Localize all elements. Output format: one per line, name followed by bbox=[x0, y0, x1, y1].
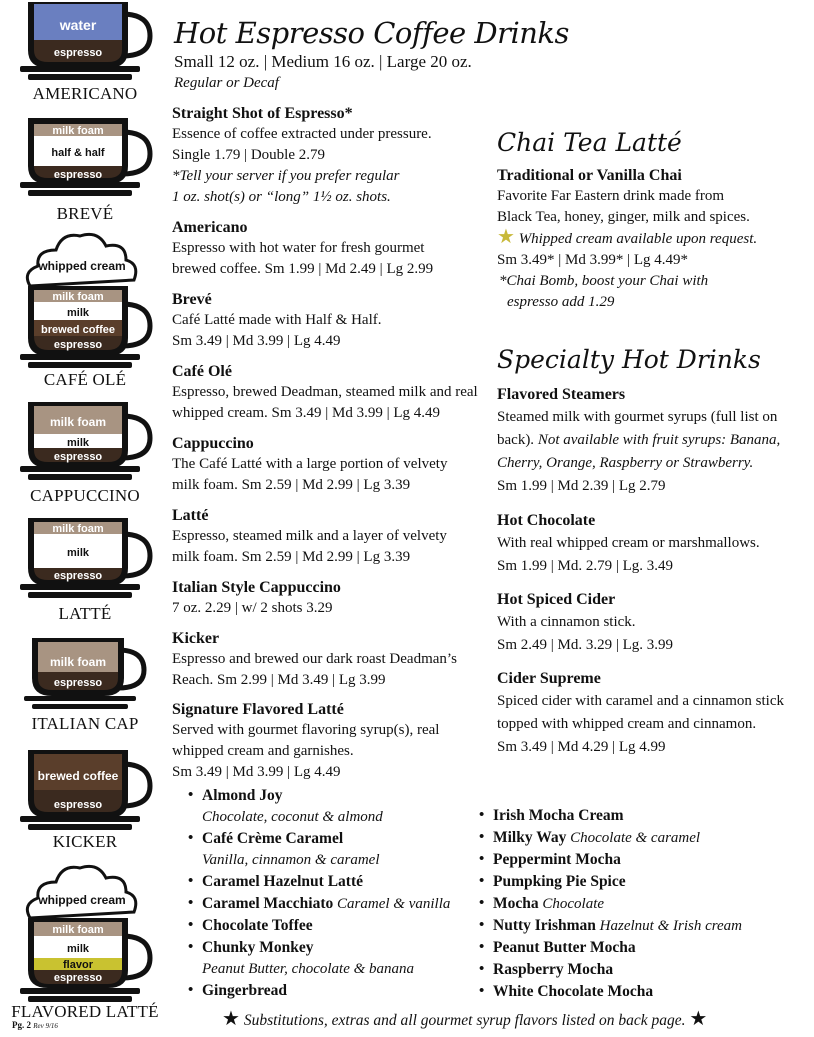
menu-item bbox=[172, 217, 433, 280]
flavor-name: Mocha bbox=[493, 895, 539, 912]
item-desc: whipped cream and garnishes. bbox=[172, 743, 354, 759]
item-desc: The Café Latté with a large portion of velvety bbox=[172, 456, 448, 472]
star-icon: ★ bbox=[497, 226, 515, 248]
menu-item bbox=[172, 103, 432, 208]
item-price: Sm 1.99 | Md. 2.79 | Lg. 3.49 bbox=[497, 558, 674, 574]
flavor-item bbox=[479, 959, 742, 981]
cup-layer-label: espresso bbox=[53, 451, 103, 463]
item-desc: milk foam. Sm 2.59 | Md 2.99 | Lg 3.39 bbox=[172, 477, 411, 493]
cup-layer-label: whipped cream bbox=[38, 259, 126, 273]
item-desc: Espresso with hot water for fresh gourmet bbox=[172, 240, 425, 256]
size-info: Small 12 oz. | Medium 16 oz. | Large 20 oz. bbox=[174, 52, 472, 71]
menu-item bbox=[172, 361, 478, 424]
flavor-item bbox=[479, 981, 742, 1003]
cup-name: ITALIAN CAP bbox=[31, 714, 139, 733]
item-name: Signature Flavored Latté bbox=[172, 701, 344, 718]
flavor-name: Almond Joy bbox=[202, 787, 283, 804]
cup-name: CAPPUCCINO bbox=[30, 486, 140, 505]
flavor-item bbox=[479, 805, 742, 827]
flavor-item bbox=[479, 827, 742, 849]
flavor-desc: Caramel & vanilla bbox=[337, 896, 451, 912]
item-desc: Steamed milk with gourmet syrups (full list on bbox=[497, 409, 778, 425]
flavor-list-right bbox=[479, 805, 742, 1003]
cup-layer-label: milk bbox=[66, 547, 90, 559]
specialty-item bbox=[497, 509, 760, 578]
item-desc: Espresso and brewed our dark roast Deadman’s bbox=[172, 651, 457, 667]
cup-layer-label: brewed coffee bbox=[41, 324, 115, 336]
cup-layer-label: milk bbox=[66, 943, 90, 955]
flavor-name: Gingerbread bbox=[202, 982, 287, 999]
cup-layer-label: half & half bbox=[51, 147, 105, 159]
flavor-list-left bbox=[188, 785, 450, 1002]
item-desc-line bbox=[497, 429, 780, 452]
page-number bbox=[12, 1020, 58, 1030]
cup-layer-label: whipped cream bbox=[38, 893, 126, 907]
item-name: Americano bbox=[172, 219, 248, 236]
flavor-name: Pumpking Pie Spice bbox=[493, 873, 626, 890]
cup-layer-label: brewed coffee bbox=[37, 769, 119, 783]
item-desc: Espresso, brewed Deadman, steamed milk and real bbox=[172, 384, 478, 400]
page-title: Hot Espresso Coffee Drinks bbox=[174, 16, 569, 50]
item-name: Flavored Steamers bbox=[497, 386, 626, 403]
flavor-name: Peppermint Mocha bbox=[493, 851, 621, 868]
menu-item bbox=[172, 433, 447, 496]
star-icon: ★ bbox=[689, 1008, 708, 1030]
cup-layer-label: milk foam bbox=[49, 655, 107, 669]
cup-breve bbox=[18, 118, 158, 198]
cup-layer-label: milk bbox=[66, 307, 90, 319]
item-price: Sm 3.49 | Md 4.29 | Lg 4.99 bbox=[497, 739, 666, 755]
flavor-item bbox=[479, 915, 742, 937]
specialty-item bbox=[497, 667, 784, 759]
specialty-item bbox=[497, 383, 780, 498]
item-price: Sm 3.49 | Md 3.99 | Lg 4.49 bbox=[172, 333, 341, 349]
flavor-item bbox=[479, 871, 742, 893]
item-desc: milk foam. Sm 2.59 | Md 2.99 | Lg 3.39 bbox=[172, 549, 411, 565]
cup-layer-label: espresso bbox=[53, 47, 103, 59]
cup-kicker bbox=[18, 750, 158, 832]
item-note: espresso add 1.29 bbox=[507, 294, 615, 310]
cup-layer-label: espresso bbox=[53, 677, 103, 689]
flavor-name: Milky Way bbox=[493, 829, 567, 846]
flavor-desc: Vanilla, cinnamon & caramel bbox=[202, 852, 380, 868]
cup-layer-label: milk bbox=[66, 437, 90, 449]
item-note: *Chai Bomb, boost your Chai with bbox=[499, 273, 709, 289]
flavor-name: Caramel Hazelnut Latté bbox=[202, 873, 363, 890]
item-desc: Served with gourmet flavoring syrup(s), real bbox=[172, 722, 440, 738]
item-desc: topped with whipped cream and cinnamon. bbox=[497, 716, 757, 732]
item-desc: whipped cream. Sm 3.49 | Md 3.99 | Lg 4.49 bbox=[172, 405, 441, 421]
chai-section-title: Chai Tea Latté bbox=[497, 128, 682, 157]
flavor-name: Irish Mocha Cream bbox=[493, 807, 624, 824]
item-desc: brewed coffee. Sm 1.99 | Md 2.49 | Lg 2.99 bbox=[172, 261, 434, 277]
item-price: 7 oz. 2.29 | w/ 2 shots 3.29 bbox=[172, 600, 333, 616]
footer-text: Substitutions, extras and all gourmet syrup flavors listed on back page. bbox=[243, 1012, 686, 1029]
menu-item bbox=[172, 628, 457, 691]
cup-latte bbox=[18, 518, 158, 600]
cup-name: LATTÉ bbox=[58, 604, 112, 623]
item-name: Cappuccino bbox=[172, 435, 254, 452]
flavor-item bbox=[188, 828, 450, 871]
cup-cappuccino bbox=[18, 402, 158, 482]
cup-layer-label: water bbox=[59, 17, 97, 33]
item-price: Sm 3.49 | Md 3.99 | Lg 4.49 bbox=[172, 764, 341, 780]
cup-name: KICKER bbox=[52, 832, 118, 851]
regular-or-decaf: Regular or Decaf bbox=[174, 75, 279, 91]
flavor-item bbox=[188, 893, 450, 915]
item-desc: Espresso, steamed milk and a layer of velvety bbox=[172, 528, 447, 544]
cup-layer-label: flavor bbox=[63, 959, 93, 971]
item-note: Whipped cream available upon request. bbox=[518, 231, 758, 247]
item-price: Single 1.79 | Double 2.79 bbox=[172, 147, 325, 163]
item-desc: Reach. Sm 2.99 | Md 3.49 | Lg 3.99 bbox=[172, 672, 386, 688]
flavor-item bbox=[479, 893, 742, 915]
item-desc: back). bbox=[497, 432, 538, 448]
item-name: Cider Supreme bbox=[497, 670, 601, 687]
cup-layer-label: milk foam bbox=[52, 125, 104, 137]
item-note: Not available with fruit syrups: Banana, bbox=[537, 432, 781, 448]
cup-layer-label: espresso bbox=[53, 169, 103, 181]
item-desc: Spiced cider with caramel and a cinnamon stick bbox=[497, 693, 784, 709]
flavor-name: Raspberry Mocha bbox=[493, 961, 614, 978]
flavor-name: White Chocolate Mocha bbox=[493, 983, 654, 1000]
flavor-item bbox=[188, 871, 450, 893]
flavor-item bbox=[188, 785, 450, 828]
flavor-name: Nutty Irishman bbox=[493, 917, 596, 934]
item-name: Latté bbox=[172, 507, 209, 524]
item-name: Italian Style Cappuccino bbox=[172, 579, 341, 596]
item-name: Café Olé bbox=[172, 363, 232, 380]
item-price: Sm 3.49* | Md 3.99* | Lg 4.49* bbox=[497, 252, 689, 268]
flavor-name: Peanut Butter Mocha bbox=[493, 939, 636, 956]
item-desc: Black Tea, honey, ginger, milk and spices. bbox=[497, 209, 750, 225]
cup-layer-label: espresso bbox=[53, 570, 103, 582]
flavor-desc: Chocolate bbox=[542, 896, 605, 912]
item-name: Hot Chocolate bbox=[497, 512, 596, 529]
flavor-item bbox=[188, 915, 450, 937]
item-name: Traditional or Vanilla Chai bbox=[497, 167, 682, 184]
flavor-name: Caramel Macchiato bbox=[202, 895, 334, 912]
item-name: Kicker bbox=[172, 630, 220, 647]
cup-layer-label: milk foam bbox=[52, 924, 104, 936]
flavor-item bbox=[479, 937, 742, 959]
flavor-desc: Chocolate & caramel bbox=[570, 830, 701, 846]
item-name: Hot Spiced Cider bbox=[497, 591, 616, 608]
page-label: Pg. 2 bbox=[12, 1020, 31, 1030]
menu-item bbox=[172, 289, 382, 352]
cup-name: CAFÉ OLÉ bbox=[43, 370, 127, 389]
cup-flavored-latte bbox=[18, 862, 158, 1002]
cup-cafe-ole bbox=[18, 230, 158, 370]
cup-italian-cap bbox=[18, 638, 158, 712]
menu-item bbox=[172, 699, 439, 783]
flavor-name: Café Crème Caramel bbox=[202, 830, 344, 847]
flavor-desc: Hazelnut & Irish cream bbox=[599, 918, 743, 934]
item-desc: Favorite Far Eastern drink made from bbox=[497, 188, 725, 204]
flavor-desc: Chocolate, coconut & almond bbox=[202, 809, 383, 825]
flavor-item bbox=[479, 849, 742, 871]
item-desc: Café Latté made with Half & Half. bbox=[172, 312, 382, 328]
footer-note bbox=[222, 1006, 707, 1031]
flavor-name: Chunky Monkey bbox=[202, 939, 314, 956]
flavor-name: Chocolate Toffee bbox=[202, 917, 313, 934]
item-desc: With a cinnamon stick. bbox=[497, 614, 636, 630]
cup-layer-label: espresso bbox=[53, 339, 103, 351]
item-name: Brevé bbox=[172, 291, 212, 308]
cup-name: AMERICANO bbox=[32, 84, 138, 103]
specialty-item bbox=[497, 588, 673, 657]
item-price: Sm 1.99 | Md 2.39 | Lg 2.79 bbox=[497, 478, 666, 494]
item-name: Straight Shot of Espresso* bbox=[172, 105, 353, 122]
chai-item bbox=[497, 165, 757, 313]
cup-layer-label: milk foam bbox=[49, 415, 107, 429]
item-desc: With real whipped cream or marshmallows. bbox=[497, 535, 760, 551]
flavor-item bbox=[188, 937, 450, 980]
cup-name: BREVÉ bbox=[56, 204, 114, 223]
flavor-item bbox=[188, 980, 450, 1002]
item-note: *Tell your server if you prefer regular bbox=[172, 168, 400, 184]
flavor-desc: Peanut Butter, chocolate & banana bbox=[202, 961, 415, 977]
menu-item bbox=[172, 577, 341, 619]
star-icon: ★ bbox=[222, 1008, 240, 1030]
item-desc: Essence of coffee extracted under pressure. bbox=[172, 126, 432, 142]
item-note: Cherry, Orange, Raspberry or Strawberry. bbox=[497, 455, 754, 471]
item-note: 1 oz. shot(s) or “long” 1½ oz. shots. bbox=[172, 189, 391, 205]
cup-layer-label: milk foam bbox=[52, 523, 104, 535]
page-rev: Rev 9/16 bbox=[33, 1022, 58, 1030]
cup-layer-label: espresso bbox=[53, 972, 103, 984]
cup-layer-label: espresso bbox=[53, 799, 103, 811]
specialty-section-title: Specialty Hot Drinks bbox=[497, 345, 761, 374]
cup-layer-label: milk foam bbox=[52, 291, 104, 303]
menu-item bbox=[172, 505, 447, 568]
cup-americano bbox=[18, 0, 158, 82]
whipped-cream-note bbox=[497, 228, 757, 250]
cup-name: FLAVORED LATTÉ bbox=[11, 1002, 159, 1021]
item-price: Sm 2.49 | Md. 3.29 | Lg. 3.99 bbox=[497, 637, 674, 653]
